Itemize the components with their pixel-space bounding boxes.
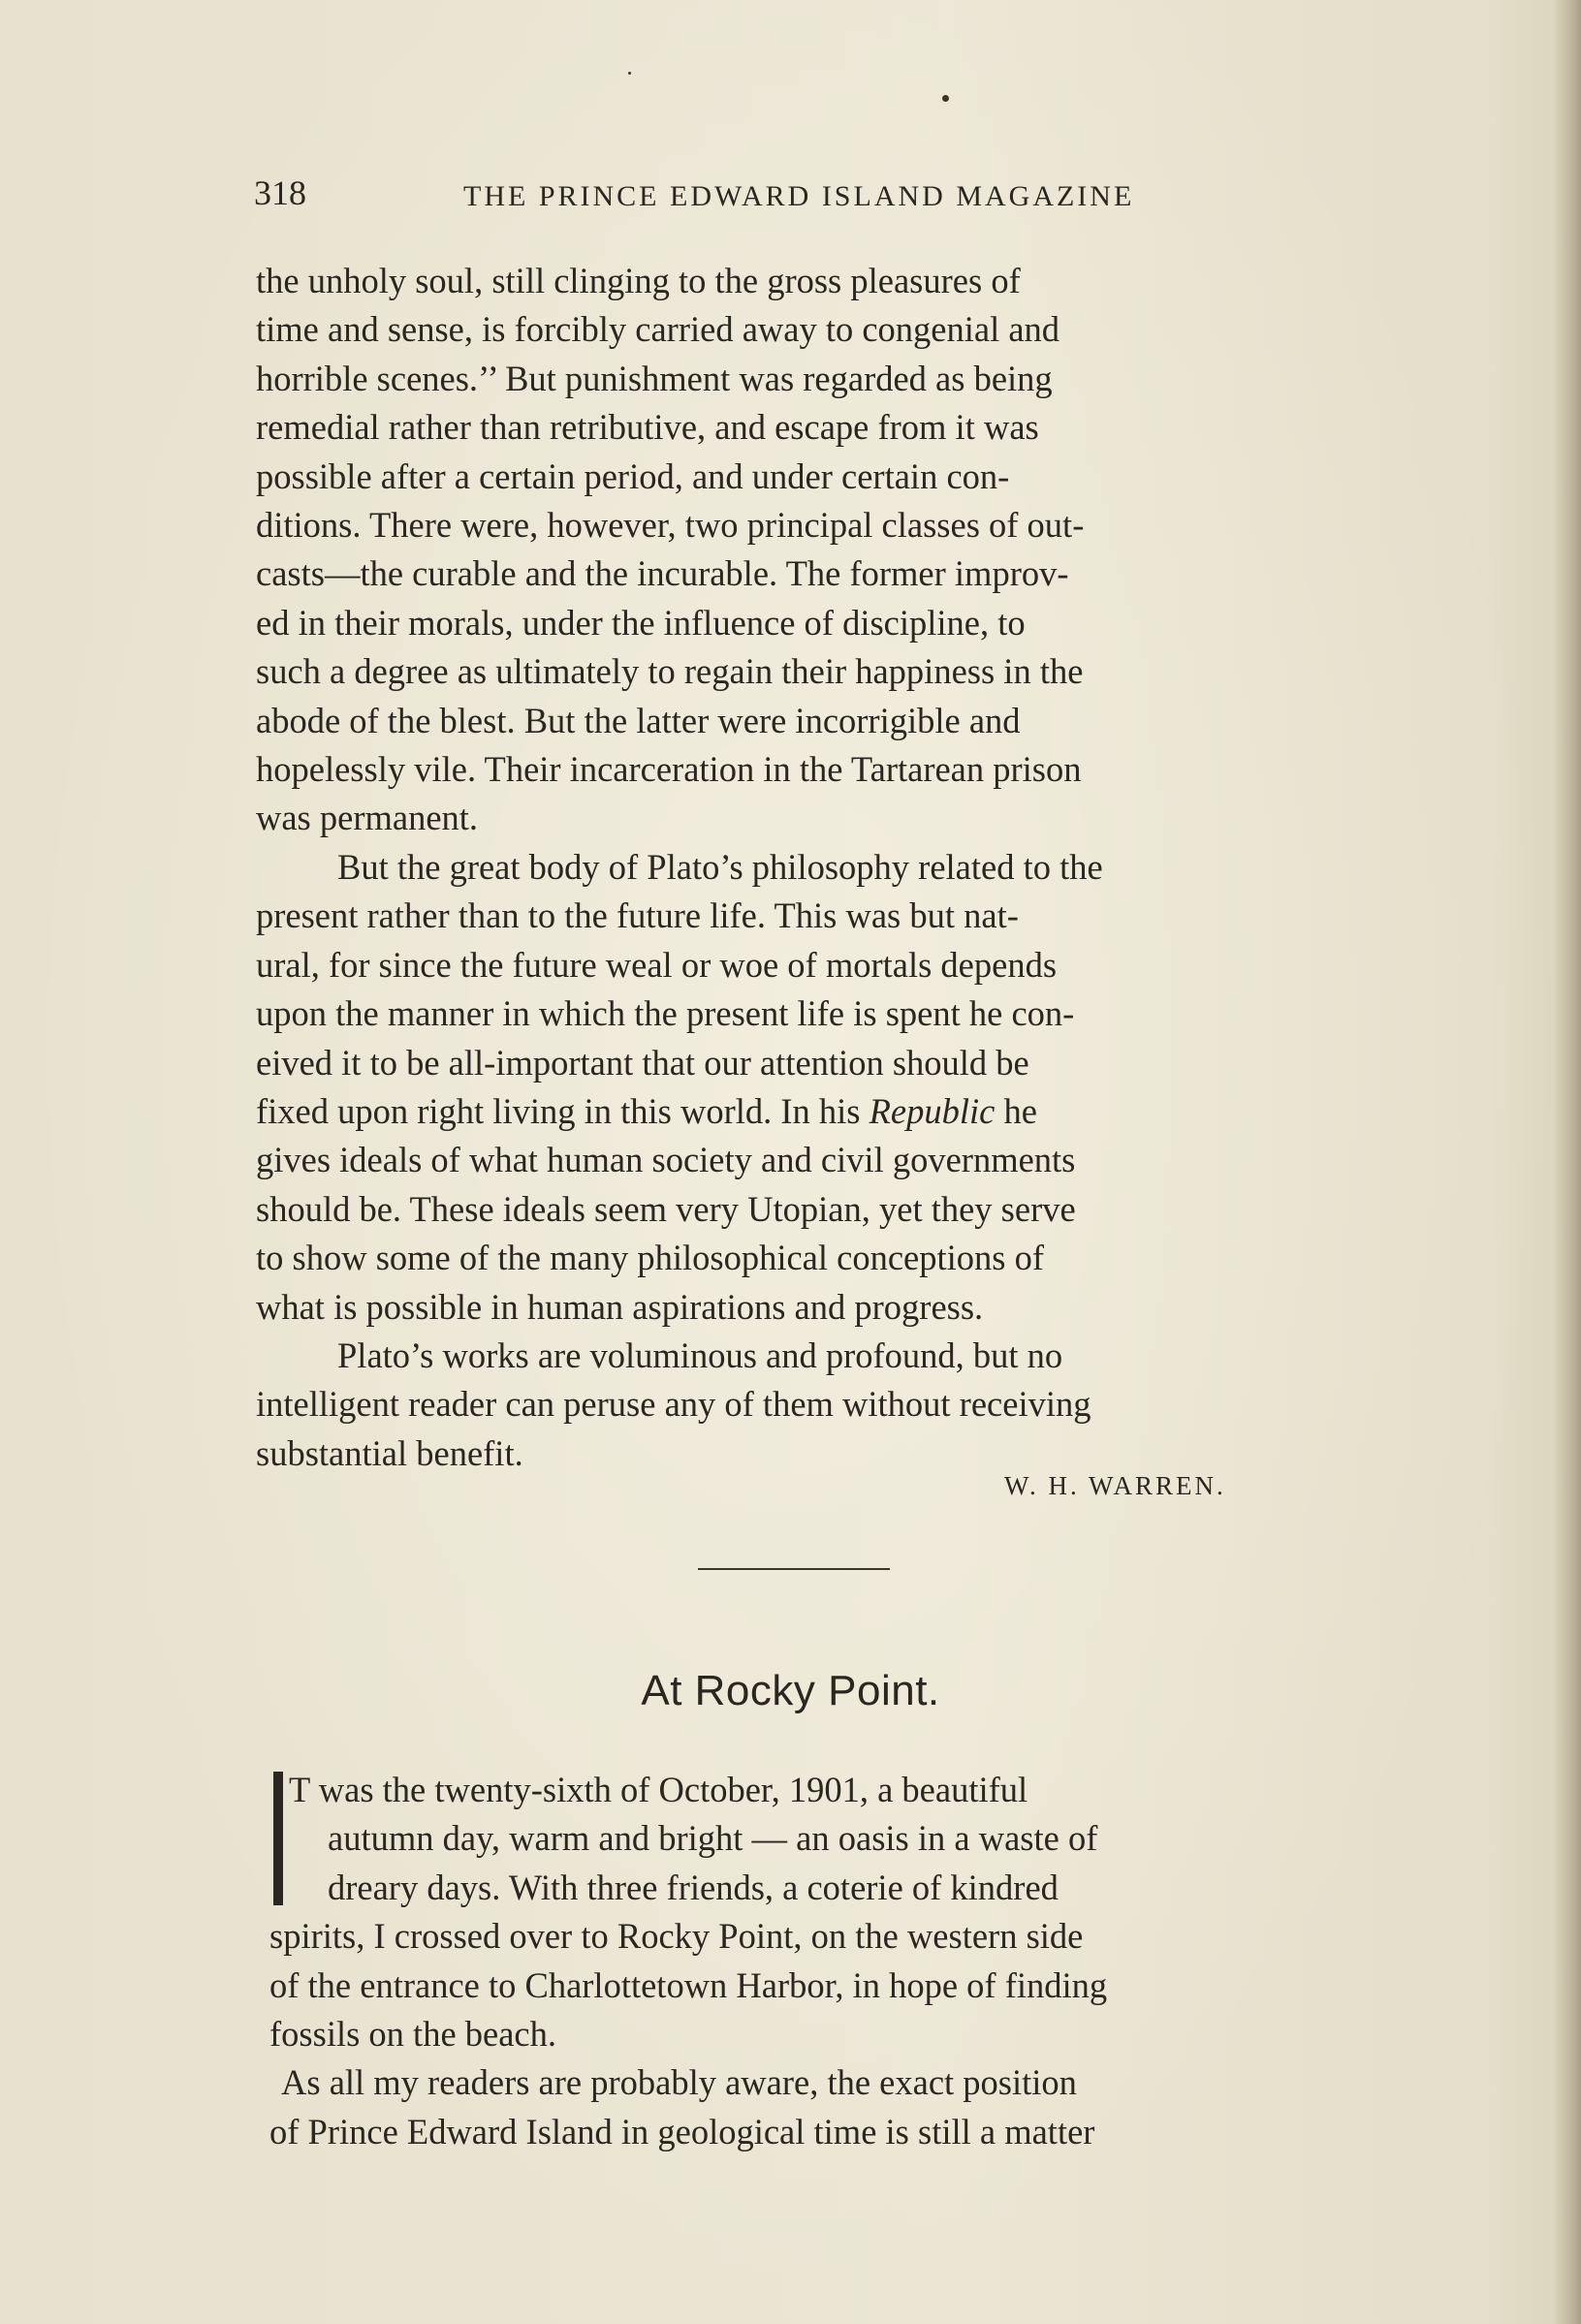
text-line: such a degree as ultimately to regain their happiness in the — [256, 651, 1084, 692]
italic-title-republic: Republic — [869, 1090, 996, 1131]
author-signature: W. H. WARREN. — [1004, 1471, 1226, 1500]
text-line: spirits, I crossed over to Rocky Point, on the western side — [269, 1916, 1084, 1957]
text-line: autumn day, warm and bright — an oasis in a waste of — [328, 1818, 1098, 1859]
drop-cap-initial — [273, 1772, 283, 1905]
text-line: was permanent. — [256, 798, 479, 838]
text-line: As all my readers are probably aware, the exact position — [281, 2062, 1077, 2103]
text-line: should be. These ideals seem very Utopian, yet they serve — [256, 1188, 1076, 1229]
ink-speck — [942, 95, 949, 102]
dropcap-block — [269, 1766, 1336, 1912]
text-line: time and sense, is forcibly carried away to congenial and — [256, 309, 1060, 350]
text-line: to show some of the many philosophical conceptions of — [256, 1238, 1044, 1278]
essay-body — [256, 257, 1322, 1478]
text-line: T was the twenty-sixth of October, 1901, a beautiful — [289, 1770, 1028, 1809]
text-line: But the great body of Plato’s philosophy related to the — [337, 846, 1103, 887]
text-line: casts—the curable and the incurable. The former improv- — [256, 553, 1069, 594]
text-line: of Prince Edward Island in geological time is still a matter — [269, 2111, 1095, 2151]
text-line: possible after a certain period, and under certain con- — [256, 455, 1010, 496]
ink-speck — [628, 72, 631, 75]
text-line: horrible scenes.’’ But punishment was regarded as being — [256, 358, 1053, 398]
text-line: present rather than to the future life. This was but nat- — [256, 895, 1019, 936]
text-line: eived it to be all-important that our attention should be — [256, 1042, 1029, 1083]
article-body — [269, 1766, 1336, 2156]
text-line: ditions. There were, however, two principal classes of out- — [256, 505, 1085, 546]
text-line: the unholy soul, still clinging to the gross pleasures of — [256, 261, 1021, 300]
text-line: abode of the blest. But the latter were incorrigible and — [256, 700, 1021, 740]
running-header — [254, 173, 1223, 217]
page-gutter-shadow — [1554, 0, 1581, 2324]
article-title: At Rocky Point. — [641, 1667, 940, 1714]
text-line: ed in their morals, under the influence of discipline, to — [256, 602, 1026, 643]
page-number: 318 — [254, 173, 306, 212]
text-line — [256, 1087, 1322, 1136]
text-line: gives ideals of what human society and civil governments — [256, 1140, 1076, 1180]
text-line: Plato’s works are voluminous and profound, but no — [337, 1335, 1063, 1375]
text-line: ural, for since the future weal or woe of mortals depends — [256, 944, 1058, 985]
text-line: upon the manner in which the present life is spent he con- — [256, 993, 1075, 1034]
text-line: dreary days. With three friends, a coterie of kindred — [328, 1867, 1059, 1907]
text-line: what is possible in human aspirations and progress. — [256, 1286, 984, 1327]
text-line: hopelessly vile. Their incarceration in the Tartarean prison — [256, 749, 1082, 790]
text-line: remedial rather than retributive, and escape from it was — [256, 407, 1039, 448]
section-divider — [698, 1568, 890, 1570]
text-line: intelligent reader can peruse any of them without receiving — [256, 1384, 1091, 1425]
text-segment: fixed upon right living in this world. In his — [256, 1090, 870, 1131]
text-line: substantial benefit. — [256, 1432, 523, 1473]
text-segment: he — [995, 1090, 1037, 1131]
text-line: of the entrance to Charlottetown Harbor, in hope of finding — [269, 1964, 1108, 2005]
text-line: fossils on the beach. — [269, 2014, 556, 2055]
running-title: THE PRINCE EDWARD ISLAND MAGAZINE — [463, 180, 1135, 212]
